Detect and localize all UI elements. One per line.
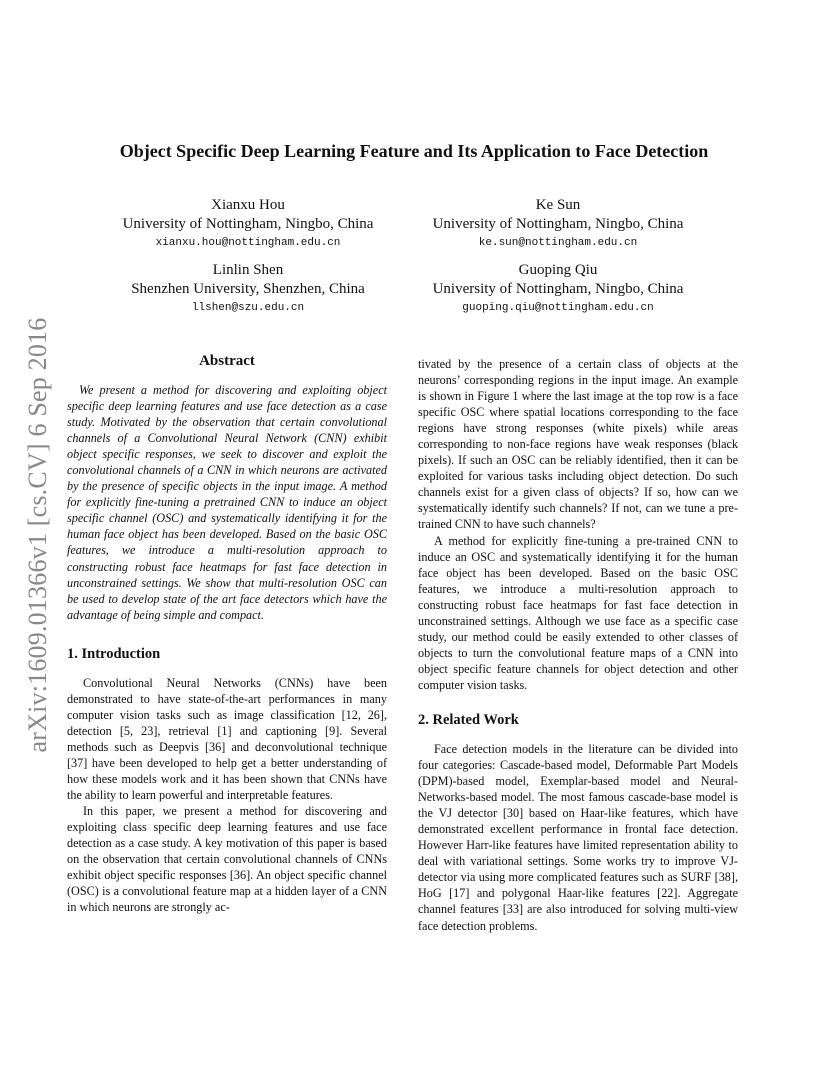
arxiv-identifier: [18, 290, 58, 780]
abstract-paragraph: We present a method for discovering and exploiting object specific deep learning features and use face detection as a case study. Motivated by the observation that certain convolutional channels of a Convolutional Neural Network (CNN) exhibit object specific responses, we seek to discover and exploit the convolutional channels of a CNN in which neurons are activated by the presence of specific objects in the input image. A method for explicitly fine-tuning a pretrained CNN to induce an object specific channel (OSC) and systematically identifying it for the human face object has been developed. Based on the basic OSC features, we introduce a multi-resolution approach to constructing robust face heatmaps for fast face detection in unconstrained settings. We show that multi-resolution OSC can be used to develop state of the art face detectors which have the advantage of being simple and compact.: [67, 383, 387, 622]
author-name: Guoping Qiu: [518, 262, 598, 278]
author-affiliation: Shenzhen University, Shenzhen, China: [131, 281, 365, 297]
related-work-paragraph-1: Face detection models in the literature can be divided into four categories: Cascade-based model, Deformable Part Models (DPM)-based model, Exemplar-based model and Neural-Networks-based model. The most famous cascade-base model is the VJ detector [30] based on Haar-like features, which have demonstrated excellent performance in frontal face detection. However Harr-like features have limited representation ability to deal with variational settings. Some works try to improve VJ-detector via using more complicated features such as SURF [38], HoG [17] and polygonal Haar-like features [22]. Aggregate channel features [33] are also introduced for solving multi-view face detection problems.: [418, 741, 738, 933]
author-email: guoping.qiu@nottingham.edu.cn: [462, 302, 654, 314]
author-block-1: [98, 196, 398, 253]
author-name: Xianxu Hou: [211, 197, 285, 213]
intro-paragraph-2: In this paper, we present a method for discovering and exploiting class specific deep learning features and use face detection as a case study. A key motivation of this paper is based on the observation that certain convolutional channels of CNNs exhibit object specific responses [36]. An object specific channel (OSC) is a convolutional feature map at a hidden layer of a CNN in which neurons are strongly ac-: [67, 804, 387, 915]
author-affiliation: University of Nottingham, Ningbo, China: [432, 216, 684, 232]
arxiv-identifier-text: arXiv:1609.01366v1 [cs.CV] 6 Sep 2016: [23, 317, 52, 753]
author-block-4: [408, 261, 708, 318]
author-affiliation: University of Nottingham, Ningbo, China: [432, 281, 684, 297]
intro-paragraph-1: Convolutional Neural Networks (CNNs) have been demonstrated to have state-of-the-art performances in many computer vision tasks such as image classification [12, 26], detection [5, 23], retrieval [1] and captioning [9]. Several methods such as Deepvis [36] and deconvolutional technique [37] have been developed to help get a better understanding of how these models work and it has been shown that CNNs have the ability to learn powerful and interpretable features.: [67, 675, 387, 803]
author-block-3: [98, 261, 398, 318]
introduction-heading: 1. Introduction: [67, 645, 161, 662]
intro-paragraph-3: tivated by the presence of a certain class of objects at the neurons’ corresponding regions in the input image. An example is shown in Figure 1 where the last image at the top row is a face specific OSC where spatial locations corresponding to the face regions have strong responses (white pixels) while areas corresponding to non-face regions have weak responses (black pixels). If such an OSC can be reliably identified, then it can be exploited for various tasks including object detection. Do such channels exist for a given class of objects? If so, how can we systematically identify such channels? If not, can we tune a pre-trained CNN to have such channels?: [418, 357, 738, 532]
author-affiliation: University of Nottingham, Ningbo, China: [122, 216, 374, 232]
abstract-text: [67, 382, 387, 623]
paper-title: Object Specific Deep Learning Feature and Its Application to Face Detection: [119, 141, 709, 161]
author-name: Ke Sun: [535, 197, 581, 213]
author-name: Linlin Shen: [212, 262, 284, 278]
left-column: [67, 352, 387, 915]
related-work-heading: 2. Related Work: [418, 711, 519, 728]
author-block-2: [408, 196, 708, 253]
author-email: llshen@szu.edu.cn: [191, 302, 305, 314]
abstract-heading: Abstract: [199, 353, 255, 369]
author-email: xianxu.hou@nottingham.edu.cn: [155, 237, 341, 249]
author-email: ke.sun@nottingham.edu.cn: [478, 237, 638, 249]
right-column: [418, 356, 738, 934]
intro-paragraph-4: A method for explicitly fine-tuning a pre-trained CNN to induce an OSC and systematically identifying it for the human face object has been developed. Based on the basic OSC features, we introduce a multi-resolution approach to constructing robust face heatmaps for fast face detection in unconstrained settings. Although we use face as a specific case study, our method could be easily extended to other classes of objects to turn the convolutional feature maps of a CNN into object specific feature channels for object detection and other computer vision tasks.: [418, 533, 738, 692]
